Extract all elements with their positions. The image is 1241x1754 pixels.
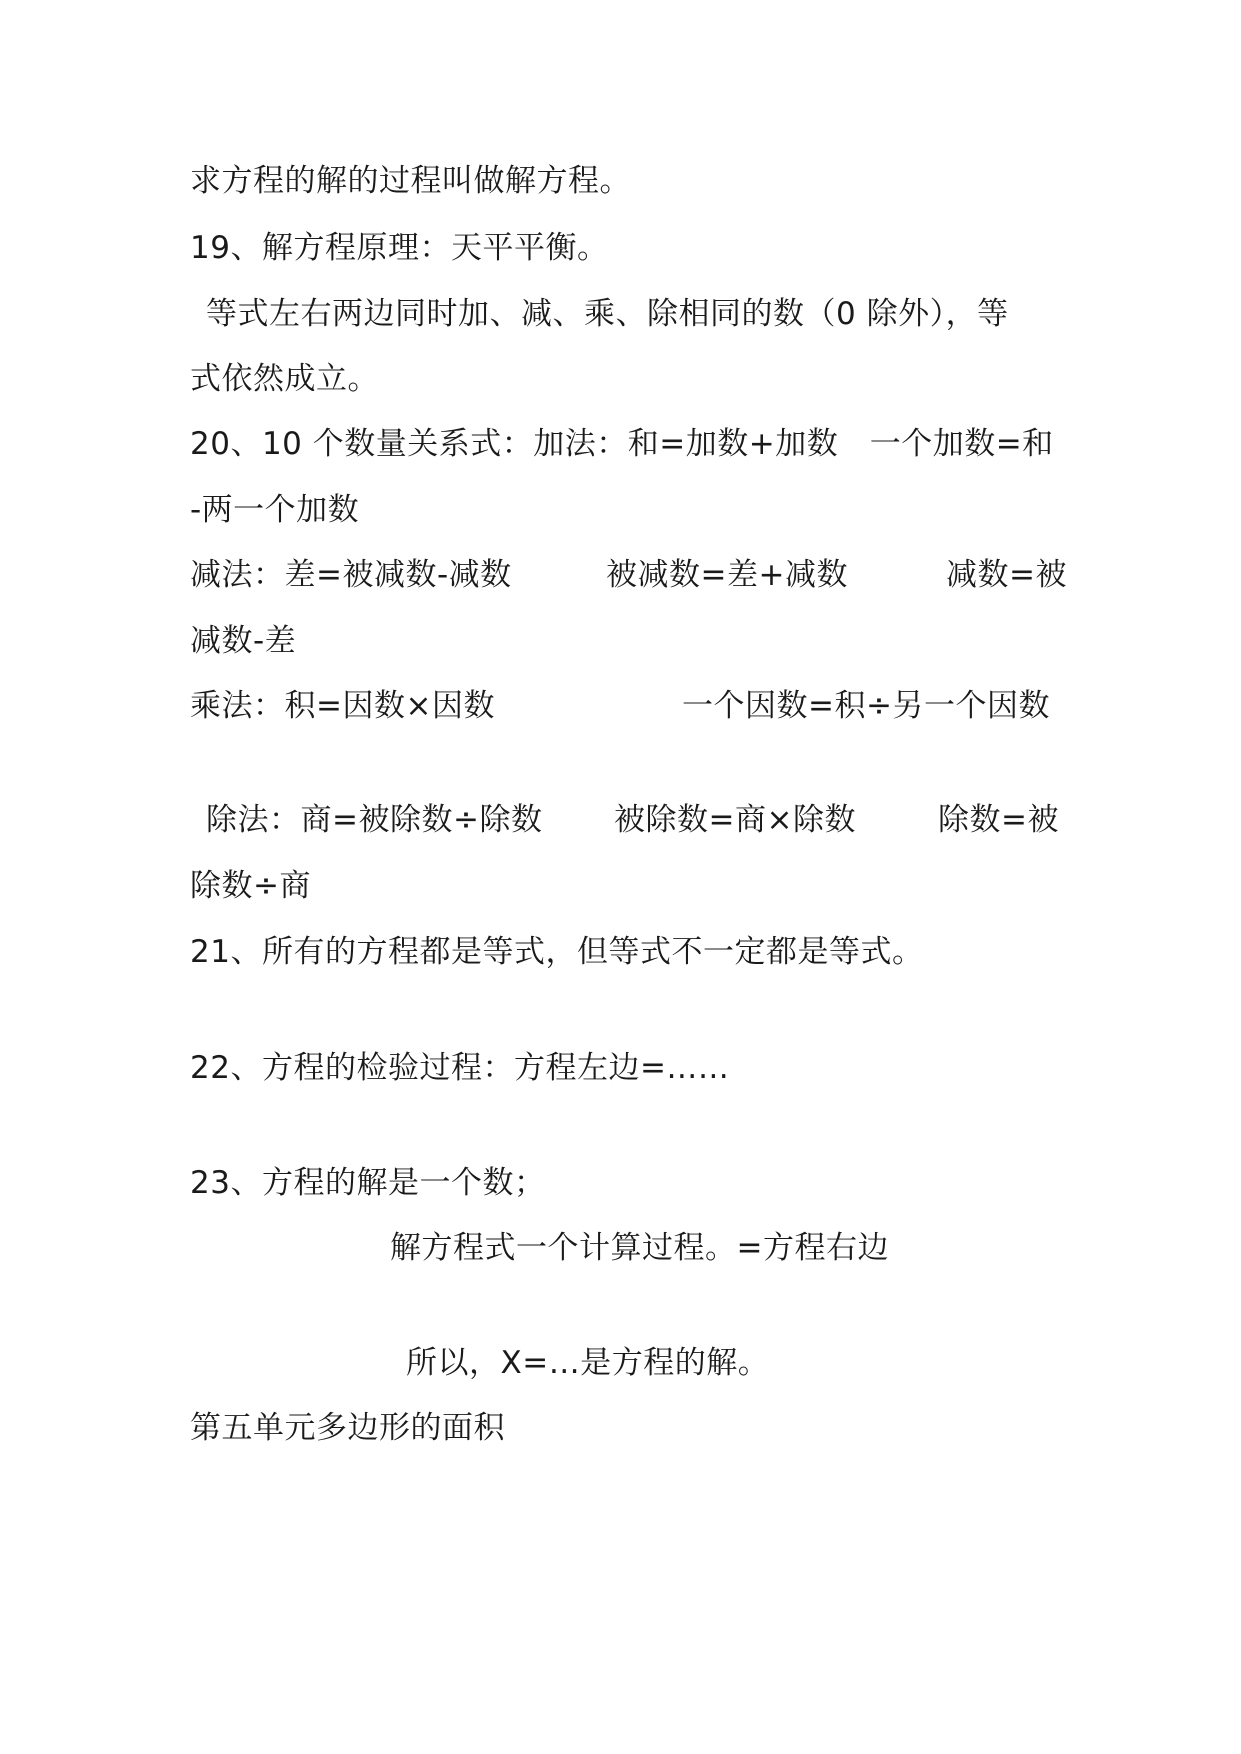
text-line-2: 19、解方程原理：天平平衡。 xyxy=(190,230,609,266)
text-line-5: 20、10 个数量关系式：加法：和=加数+加数 一个加数=和 xyxy=(190,426,1054,462)
text-line-17: 21、所有的方程都是等式，但等式不一定都是等式。 xyxy=(190,934,924,970)
division-formula-2: 被除数=商×除数 xyxy=(614,802,856,838)
subtraction-formula-1: 减法：差=被减数-减数 xyxy=(190,557,512,593)
subtraction-formula-3: 减数=被 xyxy=(946,557,1067,593)
text-line-6: -两一个加数 xyxy=(190,492,360,528)
text-line-18: 22、方程的检验过程：方程左边=…… xyxy=(190,1050,730,1086)
text-line-4: 式依然成立。 xyxy=(190,361,379,397)
text-line-21: 所以，X=…是方程的解。 xyxy=(406,1345,770,1381)
division-formula-1: 除法：商=被除数÷除数 xyxy=(206,802,543,838)
multiplication-formula-2: 一个因数=积÷另一个因数 xyxy=(682,688,1050,724)
division-formula-3: 除数=被 xyxy=(938,802,1059,838)
subtraction-formula-2: 被减数=差+减数 xyxy=(606,557,848,593)
text-line-20: 解方程式一个计算过程。=方程右边 xyxy=(390,1230,889,1266)
text-line-19: 23、方程的解是一个数； xyxy=(190,1165,546,1201)
text-line-10: 减数-差 xyxy=(190,623,297,659)
text-line-16: 除数÷商 xyxy=(190,868,311,904)
section-heading: 第五单元多边形的面积 xyxy=(190,1410,505,1446)
text-line-1: 求方程的解的过程叫做解方程。 xyxy=(190,163,631,199)
text-line-3: 等式左右两边同时加、减、乘、除相同的数（0 除外），等 xyxy=(206,296,1009,332)
multiplication-formula-1: 乘法：积=因数×因数 xyxy=(190,688,495,724)
